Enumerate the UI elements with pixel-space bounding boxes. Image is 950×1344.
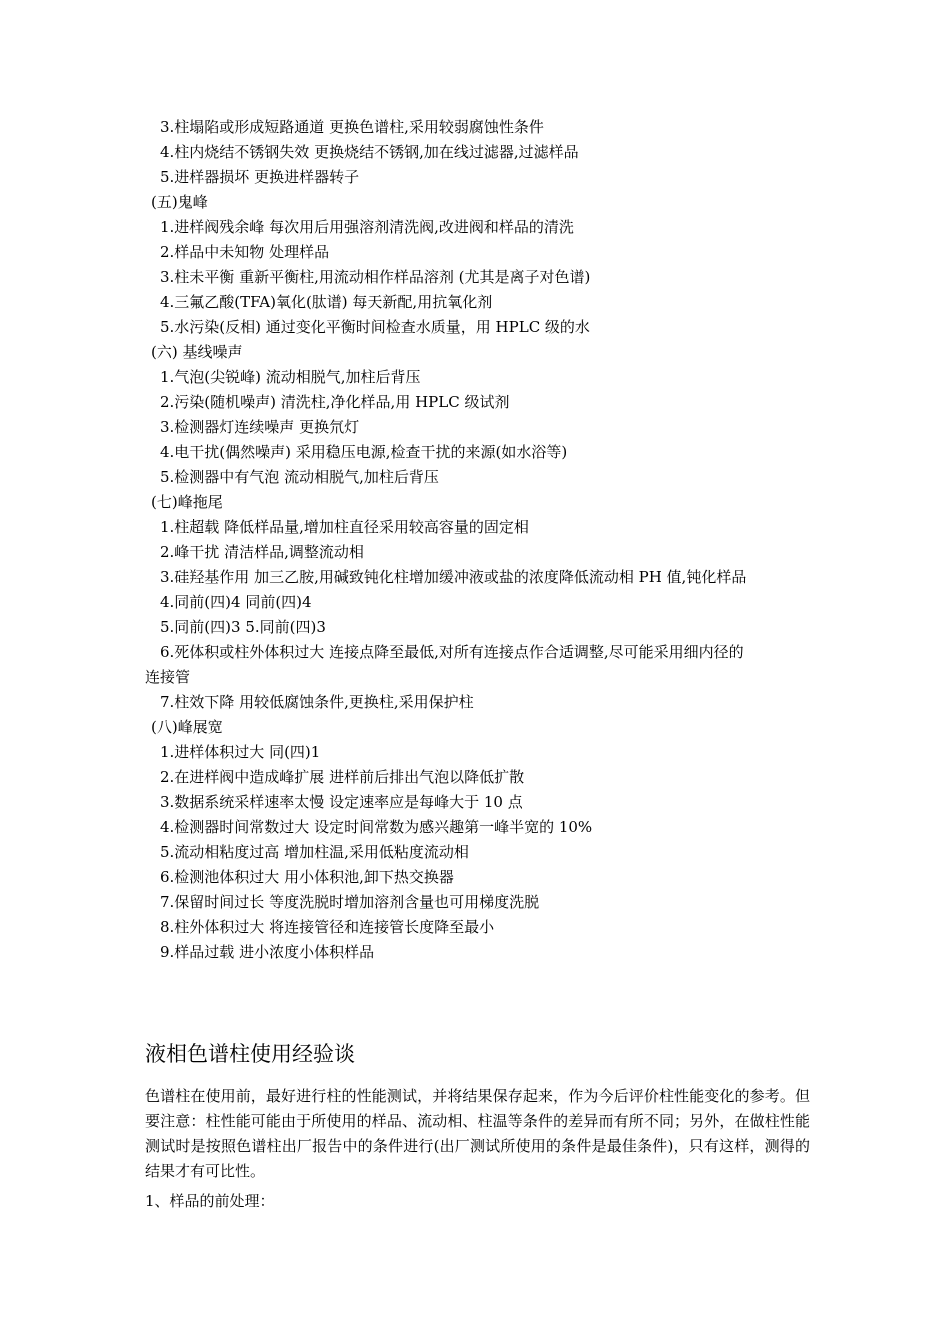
list-item: 4.三氟乙酸(TFA)氧化(肽谱) 每天新配,用抗氧化剂 [160, 293, 493, 311]
list-item: 1.进样阀残余峰 每次用后用强溶剂清洗阀,改进阀和样品的清洗 [160, 218, 574, 236]
list-item: 7.保留时间过长 等度洗脱时增加溶剂含量也可用梯度洗脱 [160, 893, 540, 911]
list-item: 2.在进样阀中造成峰扩展 进样前后排出气泡以降低扩散 [160, 768, 525, 786]
list-item: 5.流动相粘度过高 增加柱温,采用低粘度流动相 [160, 843, 469, 861]
list-item: 3.柱未平衡 重新平衡柱,用流动相作样品溶剂 (尤其是离子对色谱) [160, 268, 591, 286]
article-title: 液相色谱柱使用经验谈 [145, 1042, 355, 1066]
list-item: 3.检测器灯连续噪声 更换氘灯 [160, 418, 360, 436]
list-item: 1.气泡(尖锐峰) 流动相脱气,加柱后背压 [160, 368, 421, 386]
section-heading: (六) 基线噪声 [151, 343, 243, 361]
list-item: 4.同前(四)4 同前(四)4 [160, 593, 312, 611]
list-item: 5.同前(四)3 5.同前(四)3 [160, 618, 326, 636]
list-item: 6.检测池体积过大 用小体积池,卸下热交换器 [160, 868, 454, 886]
list-item: 6.死体积或柱外体积过大 连接点降至最低,对所有连接点作合适调整,尽可能采用细内径的 [160, 643, 744, 661]
list-item-continuation: 连接管 [145, 668, 191, 686]
list-item: 9.样品过载 进小浓度小体积样品 [160, 943, 375, 961]
section-heading: (七)峰拖尾 [151, 493, 223, 511]
section-heading: (八)峰展宽 [151, 718, 223, 736]
list-item: 5.检测器中有气泡 流动相脱气,加柱后背压 [160, 468, 439, 486]
list-item: 1.进样体积过大 同(四)1 [160, 743, 321, 761]
article-paragraph: 色谱柱在使用前，最好进行柱的性能测试，并将结果保存起来，作为今后评价柱性能变化的参考。但要注意：柱性能可能由于所使用的样品、流动相、柱温等条件的差异而有所不同；另外，在做柱性能测试时是按照色谱柱出厂报告中的条件进行(出厂测试所使用的条件是最佳条件)，只有这样，测得的结果才有可比性。 [145, 1087, 810, 1180]
list-item: 4.检测器时间常数过大 设定时间常数为感兴趣第一峰半宽的 10% [160, 818, 593, 836]
list-item: 1.柱超载 降低样品量,增加柱直径采用较高容量的固定相 [160, 518, 529, 536]
list-item: 2.污染(随机噪声) 清洗柱,净化样品,用 HPLC 级试剂 [160, 393, 510, 411]
list-item: 3.硅羟基作用 加三乙胺,用碱致钝化柱增加缓冲液或盐的浓度降低流动相 PH 值,钝化样品 [160, 568, 747, 586]
list-item: 4.柱内烧结不锈钢失效 更换烧结不锈钢,加在线过滤器,过滤样品 [160, 143, 579, 161]
list-item: 7.柱效下降 用较低腐蚀条件,更换柱,采用保护柱 [160, 693, 474, 711]
section-heading: (五)鬼峰 [151, 193, 208, 211]
list-item: 5.水污染(反相) 通过变化平衡时间检查水质量，用 HPLC 级的水 [160, 318, 590, 336]
list-item: 2.样品中未知物 处理样品 [160, 243, 330, 261]
list-item: 3.数据系统采样速率太慢 设定速率应是每峰大于 10 点 [160, 793, 523, 811]
list-item: 8.柱外体积过大 将连接管径和连接管长度降至最小 [160, 918, 495, 936]
list-item: 5.进样器损坏 更换进样器转子 [160, 168, 360, 186]
article-subheading: 1、样品的前处理： [145, 1192, 275, 1210]
list-item: 4.电干扰(偶然噪声) 采用稳压电源,检查干扰的来源(如水浴等) [160, 443, 568, 461]
list-item: 3.柱塌陷或形成短路通道 更换色谱柱,采用较弱腐蚀性条件 [160, 118, 544, 136]
list-item: 2.峰干扰 清洁样品,调整流动相 [160, 543, 364, 561]
